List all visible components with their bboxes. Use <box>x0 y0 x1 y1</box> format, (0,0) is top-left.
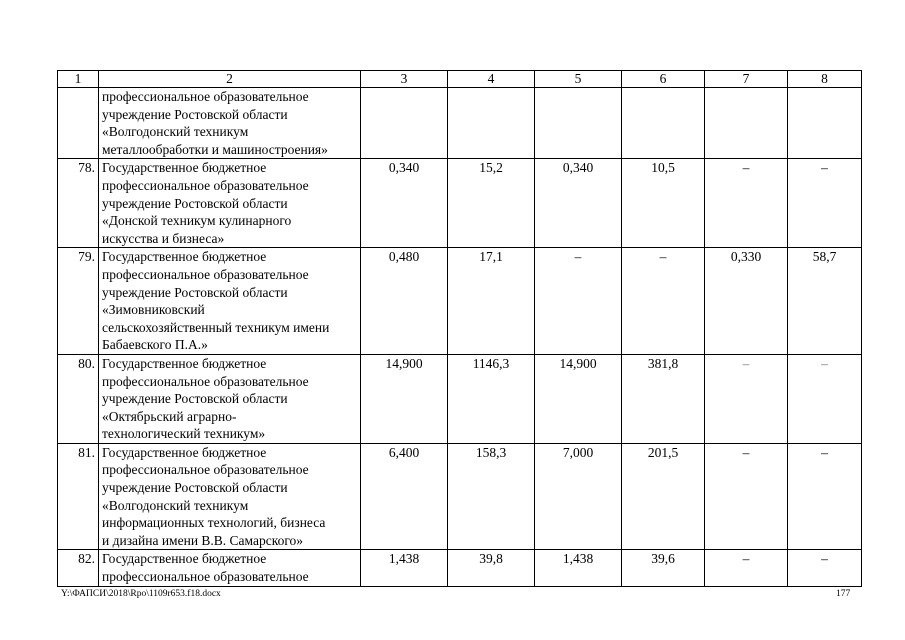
name-line: учреждение Ростовской области <box>102 480 288 496</box>
header-cell: 1 <box>58 71 99 88</box>
value-cell <box>361 88 448 159</box>
data-table <box>57 70 862 587</box>
table-row <box>58 354 862 443</box>
value-cell: – <box>705 159 788 248</box>
row-number: 78. <box>58 159 99 248</box>
value-cell: – <box>788 354 862 443</box>
name-line: Государственное бюджетное <box>102 249 267 265</box>
name-line: «Зимовниковский <box>102 302 205 318</box>
header-cell: 6 <box>622 71 705 88</box>
name-line: профессиональное образовательное <box>102 569 309 585</box>
value-cell: 10,5 <box>622 159 705 248</box>
header-cell: 4 <box>448 71 535 88</box>
name-line: «Октябрьский аграрно- <box>102 408 237 424</box>
value-cell: 1146,3 <box>448 354 535 443</box>
value-cell: 58,7 <box>788 248 862 355</box>
header-cell: 8 <box>788 71 862 88</box>
name-line: Бабаевского П.А.» <box>102 337 208 353</box>
row-number: 79. <box>58 248 99 355</box>
value-cell <box>705 88 788 159</box>
name-line: профессиональное образовательное <box>102 373 309 389</box>
value-cell: – <box>705 550 788 586</box>
name-line: учреждение Ростовской области <box>102 391 288 407</box>
name-line: профессиональное образовательное <box>102 89 309 104</box>
table-row <box>58 443 862 550</box>
value-cell: – <box>788 443 862 550</box>
value-cell: – <box>705 443 788 550</box>
value-cell: 6,400 <box>361 443 448 550</box>
name-line: Государственное бюджетное <box>102 355 267 371</box>
value-cell: 381,8 <box>622 354 705 443</box>
institution-name <box>99 159 361 248</box>
value-cell: 0,340 <box>361 159 448 248</box>
value-cell: – <box>535 248 622 355</box>
name-line: «Волгодонский техникум <box>102 497 249 513</box>
value-cell <box>448 88 535 159</box>
table-row <box>58 159 862 248</box>
value-cell: 0,330 <box>705 248 788 355</box>
value-cell: 201,5 <box>622 443 705 550</box>
name-line: искусства и бизнеса» <box>102 230 225 246</box>
institution-name <box>99 443 361 550</box>
value-cell: 0,480 <box>361 248 448 355</box>
row-number: 82. <box>58 550 99 586</box>
institution-name <box>99 354 361 443</box>
name-line: учреждение Ростовской области <box>102 106 288 122</box>
value-cell: 14,900 <box>535 354 622 443</box>
value-cell: 39,6 <box>622 550 705 586</box>
header-cell: 7 <box>705 71 788 88</box>
row-number: 80. <box>58 354 99 443</box>
header-cell: 2 <box>99 71 361 88</box>
value-cell: – <box>705 354 788 443</box>
value-cell: – <box>788 159 862 248</box>
name-line: «Донской техникум кулинарного <box>102 213 292 229</box>
name-line: учреждение Ростовской области <box>102 284 288 300</box>
table-row <box>58 248 862 355</box>
value-cell: 17,1 <box>448 248 535 355</box>
table-row <box>58 88 862 159</box>
value-cell <box>622 88 705 159</box>
value-cell: 0,340 <box>535 159 622 248</box>
value-cell: 15,2 <box>448 159 535 248</box>
value-cell: – <box>788 550 862 586</box>
value-cell: 14,900 <box>361 354 448 443</box>
name-line: Государственное бюджетное <box>102 160 267 176</box>
name-line: Государственное бюджетное <box>102 444 267 460</box>
name-line: профессиональное образовательное <box>102 177 309 193</box>
value-cell <box>535 88 622 159</box>
name-line: технологический техникум» <box>102 426 266 442</box>
name-line: учреждение Ростовской области <box>102 195 288 211</box>
institution-name <box>99 88 361 159</box>
row-number <box>58 88 99 159</box>
name-line: Государственное бюджетное <box>102 551 267 567</box>
header-cell: 3 <box>361 71 448 88</box>
file-path: Y:\ФАПСИ\2018\Rpo\1109r653.f18.docx <box>61 589 221 599</box>
name-line: и дизайна имени В.В. Самарского» <box>102 532 304 548</box>
name-line: профессиональное образовательное <box>102 266 309 282</box>
value-cell: 158,3 <box>448 443 535 550</box>
institution-name <box>99 550 361 586</box>
name-line: сельскохозяйственный техникум имени <box>102 319 330 335</box>
value-cell: – <box>622 248 705 355</box>
institution-name <box>99 248 361 355</box>
value-cell: 1,438 <box>535 550 622 586</box>
name-line: «Волгодонский техникум <box>102 124 249 140</box>
page-number: 177 <box>836 589 851 599</box>
header-row <box>58 71 862 88</box>
value-cell: 1,438 <box>361 550 448 586</box>
name-line: информационных технологий, бизнеса <box>102 515 326 531</box>
name-line: металлообработки и машиностроения» <box>102 141 328 157</box>
table-row <box>58 550 862 586</box>
header-cell: 5 <box>535 71 622 88</box>
row-number: 81. <box>58 443 99 550</box>
name-line: профессиональное образовательное <box>102 462 309 478</box>
value-cell <box>788 88 862 159</box>
value-cell: 7,000 <box>535 443 622 550</box>
value-cell: 39,8 <box>448 550 535 586</box>
